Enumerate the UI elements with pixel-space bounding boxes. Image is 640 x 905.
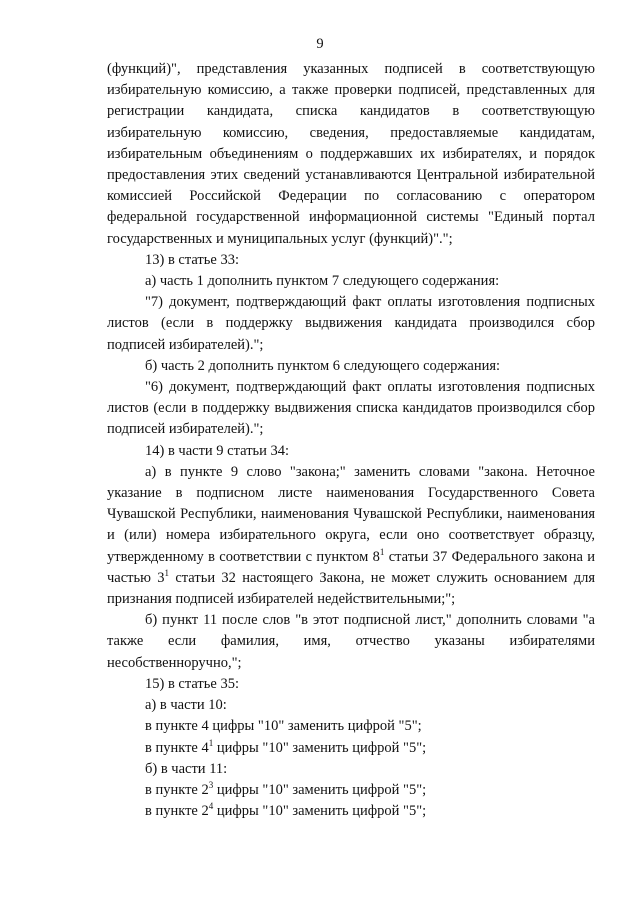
paragraph-item-13: 13) в статье 33:	[145, 251, 239, 268]
superscript: 3	[208, 780, 214, 791]
superscript: 4	[208, 801, 214, 812]
superscript: 1	[208, 737, 214, 748]
paragraph-item-15b-1-text-1: в пункте 2	[145, 781, 209, 798]
paragraph-item-13b: б) часть 2 дополнить пунктом 6 следующего содержания:	[145, 357, 501, 374]
paragraph-item-15b-2-text-2: цифры "10" заменить цифрой "5";	[213, 803, 427, 820]
paragraph-item-15b-1	[107, 780, 595, 801]
paragraph-item-15: 15) в статье 35:	[145, 675, 239, 692]
paragraph-item-13a: а) часть 1 дополнить пунктом 7 следующего содержания:	[145, 273, 500, 290]
paragraph-continuation: (функций)", представления указанных подписей в соответствующую избирательную комиссию, а также проверки подписей, представленных для регистрации кандидата, списка кандидатов в соответствующую избирательную комиссию, сведения, предоставляемые кандидатам, избирательным объединениям о поддержавших их избирателях, и порядок предоставления этих сведений устанавливаются Центральной избирательной комиссией Российской Федерации по согласованию с оператором федеральной государственной информационной системы "Единый портал государственных и муниципальных услуг (функций)".";	[107, 61, 595, 247]
paragraph-item-14a-text-3: статьи 32 настоящего Закона, не может служить основанием для признания подписей избирателей недействительными;";	[107, 569, 595, 608]
paragraph-item-15b-1-text-2: цифры "10" заменить цифрой "5";	[213, 781, 427, 798]
paragraph-item-14: 14) в части 9 статьи 34:	[145, 442, 290, 459]
superscript: 1	[379, 546, 385, 557]
paragraph-item-15a-2-text-1: в пункте 4	[145, 739, 209, 756]
paragraph-item-15b: б) в части 11:	[145, 760, 228, 777]
page-number: 9	[316, 36, 324, 52]
paragraph-item-15a-1-text: в пункте 4 цифры "10" заменить цифрой "5";	[145, 718, 422, 735]
paragraph-item-14a-text-1: а) в пункте 9 слово "закона;" заменить словами "закона. Неточное указание в подписном листе наименования Государственного Совета Чувашской Республики, наименования Чувашской Республики, наименования и (или) номера избирательного округа, если оно соответствует образцу, утвержденному в соответствии с пунктом 8	[107, 463, 595, 565]
paragraph-quote-7: "7) документ, подтверждающий факт оплаты изготовления подписных листов (если в поддержку выдвижения кандидата производился сбор подписей избирателей).";	[107, 294, 595, 353]
paragraph-item-15b-2-text-1: в пункте 2	[145, 803, 209, 820]
paragraph-item-14b: б) пункт 11 после слов "в этот подписной лист," дополнить словами "а также если фамилия, имя, отчество указаны избирателями несобственноручно,";	[107, 612, 595, 671]
paragraph-item-14a	[107, 462, 595, 610]
paragraph-item-15a: а) в части 10:	[145, 697, 227, 714]
paragraph-item-15a-2	[107, 738, 595, 759]
paragraph-item-14a-text-2: статьи 37 Федерального закона и частью 3	[107, 548, 595, 586]
superscript: 1	[164, 568, 170, 579]
paragraph-item-15b-2	[107, 801, 595, 822]
paragraph-quote-6: "6) документ, подтверждающий факт оплаты изготовления подписных листов (если в поддержку выдвижения списка кандидатов производился сбор подписей избирателей).";	[107, 379, 595, 438]
paragraph-item-15a-1	[107, 716, 595, 737]
paragraph-item-15a-2-text-2: цифры "10" заменить цифрой "5";	[213, 739, 427, 756]
document-body	[107, 59, 595, 822]
